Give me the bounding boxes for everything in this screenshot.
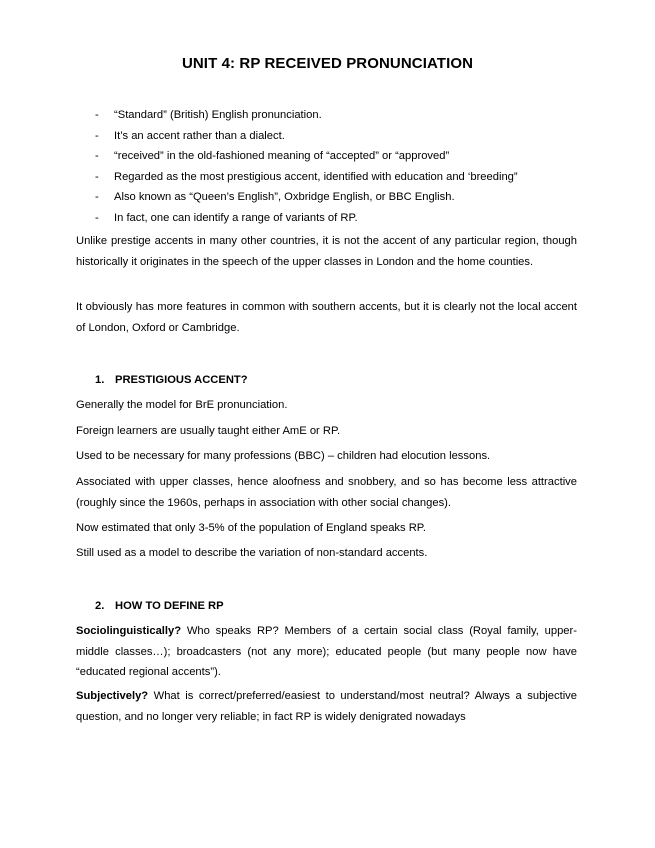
list-item-text: Regarded as the most prestigious accent, identified with education and ‘breeding” [114,170,518,183]
paragraph: Now estimated that only 3-5% of the population of England speaks RP. [76,522,426,534]
list-item [92,126,518,147]
section-heading-text: HOW TO DEFINE RP [115,600,224,612]
bullet-dash: - [95,191,99,203]
bullet-dash: - [95,170,99,183]
list-item-text: It’s an accent rather than a dialect. [114,129,285,142]
paragraph: Associated with upper classes, hence aloofness and snobbery, and so has become less attractive (roughly since the 1960s, perhaps in association with other social changes). [76,476,577,509]
bullet-dash: - [95,129,99,142]
paragraph: Foreign learners are usually taught either AmE or RP. [76,425,341,437]
definition-term: Sociolinguistically? [76,625,182,637]
bullet-dash: - [95,109,99,121]
bullet-dash: - [95,150,99,162]
definition-paragraph-sociolinguistic [76,621,577,683]
list-item [92,187,518,208]
section-heading-how-to-define-rp [95,596,224,616]
list-item [92,105,518,126]
bullet-dash: - [95,211,99,224]
list-item [92,208,518,229]
definition-text: What is correct/preferred/easiest to understand/most neutral? Always a subjective question, and no longer very reliable; in fact RP is widely denigrated nowadays [76,690,577,723]
section-number: 2. [95,600,105,612]
section-number: 1. [95,374,105,386]
list-item [92,146,518,167]
intro-paragraph: It obviously has more features in common with southern accents, but it is clearly not the local accent of London, Oxford or Cambridge. [76,301,577,334]
list-item-text: In fact, one can identify a range of variants of RP. [114,211,358,224]
definition-paragraph-subjective [76,686,577,727]
section-heading-text: PRESTIGIOUS ACCENT? [115,374,248,386]
page-title: UNIT 4: RP RECEIVED PRONUNCIATION [181,55,474,72]
paragraph: Generally the model for BrE pronunciation. [76,399,288,411]
intro-paragraph: Unlike prestige accents in many other countries, it is not the accent of any particular region, though historically it originates in the speech of the upper classes in London and the home counties. [76,235,577,268]
list-item [92,167,518,188]
list-item-text: “received” in the old-fashioned meaning of “accepted” or “approved” [114,150,450,162]
definition-text: Who speaks RP? Members of a certain social class (Royal family, upper-middle classes…); broadcasters (not any more); educated people (but many people now have “educated regional accents”). [76,625,577,678]
section-heading-prestigious-accent [95,370,248,390]
paragraph: Used to be necessary for many professions (BBC) – children had elocution lessons. [76,450,491,462]
paragraph: Still used as a model to describe the variation of non-standard accents. [76,547,428,559]
list-item-text: Also known as “Queen’s English”, Oxbridge English, or BBC English. [114,191,455,203]
bullet-list [92,105,518,228]
definition-term: Subjectively? [76,690,149,702]
list-item-text: “Standard” (British) English pronunciation. [114,109,322,121]
